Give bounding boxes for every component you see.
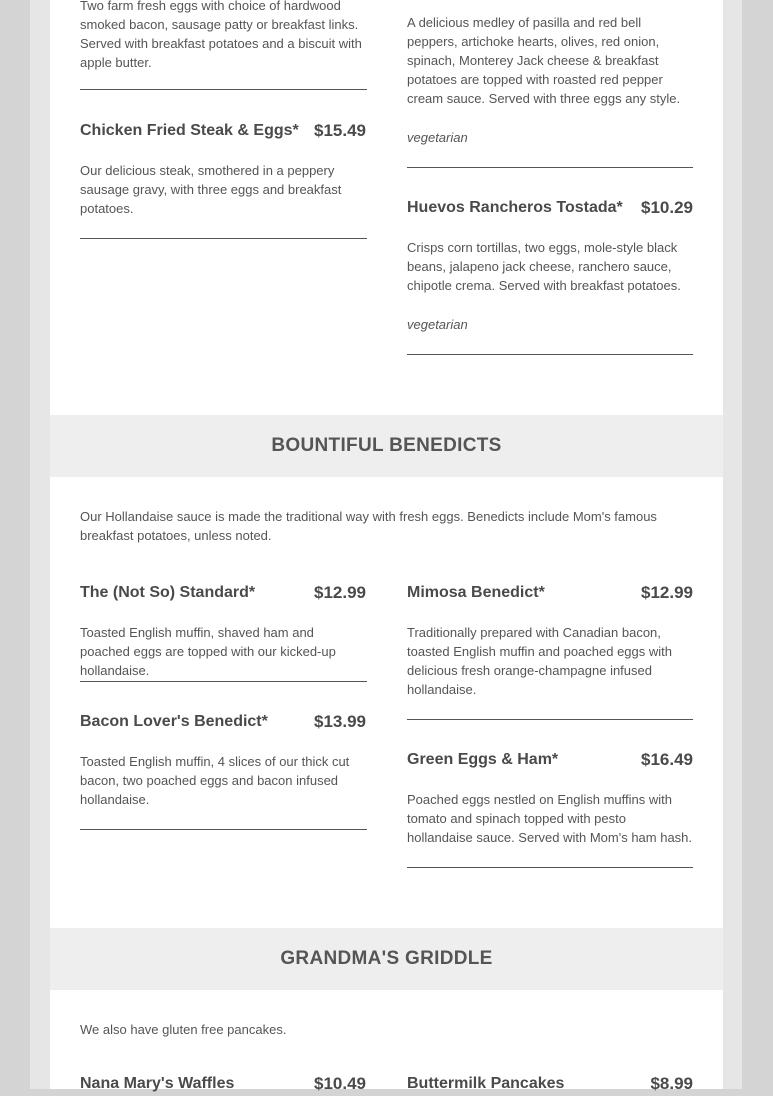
menu-item-green-eggs-ham[interactable] [407,750,693,772]
item-divider [80,681,367,682]
item-price: $10.49 [314,1074,366,1093]
item-divider [80,89,367,90]
item-price: $12.99 [314,583,366,602]
item-price: $8.99 [650,1074,693,1093]
item-price: $13.99 [314,712,366,731]
item-name: The (Not So) Standard* [80,584,256,601]
menu-card [50,0,723,1093]
item-description: Toasted English muffin, shaved ham and poached eggs are topped with our kicked-up hollandaise. [80,625,336,678]
item-description: Crisps corn tortillas, two eggs, mole-style black beans, jalapeno jack cheese, ranchero sauce, chipotle crema. Served with breakfast potatoes. [407,240,681,293]
item-description: Toasted English muffin, 4 slices of our thick cut bacon, two poached eggs and bacon infused hollandaise. [80,754,350,807]
dietary-note: vegetarian [407,130,468,145]
item-divider [407,867,693,868]
item-name: Huevos Rancheros Tostada* [407,199,623,216]
menu-item-chicken-fried-steak[interactable] [80,121,367,143]
item-price: $15.49 [314,121,366,140]
item-divider [407,167,693,168]
section-title: BOUNTIFUL BENEDICTS [271,435,502,456]
section-header-griddle [50,928,723,990]
item-price: $12.99 [641,583,693,602]
menu-item-huevos-rancheros[interactable] [407,198,693,220]
item-divider [80,829,367,830]
item-description: Our delicious steak, smothered in a peppery sausage gravy, with three eggs and breakfast potatoes. [80,163,342,216]
item-name: Green Eggs & Ham* [407,751,559,768]
section-header-benedicts [50,415,723,477]
item-name: Mimosa Benedict* [407,584,545,601]
item-divider [80,238,367,239]
menu-item-mimosa-benedict[interactable] [407,583,693,605]
item-description: Poached eggs nestled on English muffins with tomato and spinach topped with pesto hollandaise sauce. Served with Mom's ham hash. [407,792,693,845]
item-divider [407,354,693,355]
item-name: Bacon Lover's Benedict* [80,713,268,730]
item-name: Buttermilk Pancakes [407,1075,565,1092]
section-title: GRANDMA'S GRIDDLE [280,948,493,969]
menu-item-nana-marys-waffles[interactable] [80,1074,367,1096]
section-intro: We also have gluten free pancakes. [80,1022,287,1037]
item-divider [407,719,693,720]
menu-item-not-so-standard[interactable] [80,583,367,605]
item-name: Chicken Fried Steak & Eggs* [80,122,299,139]
dietary-note: vegetarian [407,317,468,332]
item-description: A delicious medley of pasilla and red bell peppers, artichoke hearts, olives, red onion, spinach, Monterey Jack cheese & breakfast potatoes are topped with roasted red pepper cream sauce. Served with three eggs any style. [407,15,681,106]
item-price: $10.29 [641,198,693,217]
item-name: Nana Mary's Waffles [80,1075,235,1092]
item-price: $16.49 [641,750,693,769]
section-intro: Our Hollandaise sauce is made the traditional way with fresh eggs. Benedicts include Mom's famous breakfast potatoes, unless noted. [80,509,657,543]
menu-item-bacon-lovers-benedict[interactable] [80,712,367,734]
item-description: Two farm fresh eggs with choice of hardwood smoked bacon, sausage patty or breakfast links. Served with breakfast potatoes and a biscuit with apple butter. [80,0,362,70]
item-description: Traditionally prepared with Canadian bacon, toasted English muffin and poached eggs with delicious fresh orange-champagne infused hollandaise. [407,625,672,697]
menu-item-buttermilk-pancakes[interactable] [407,1074,693,1096]
